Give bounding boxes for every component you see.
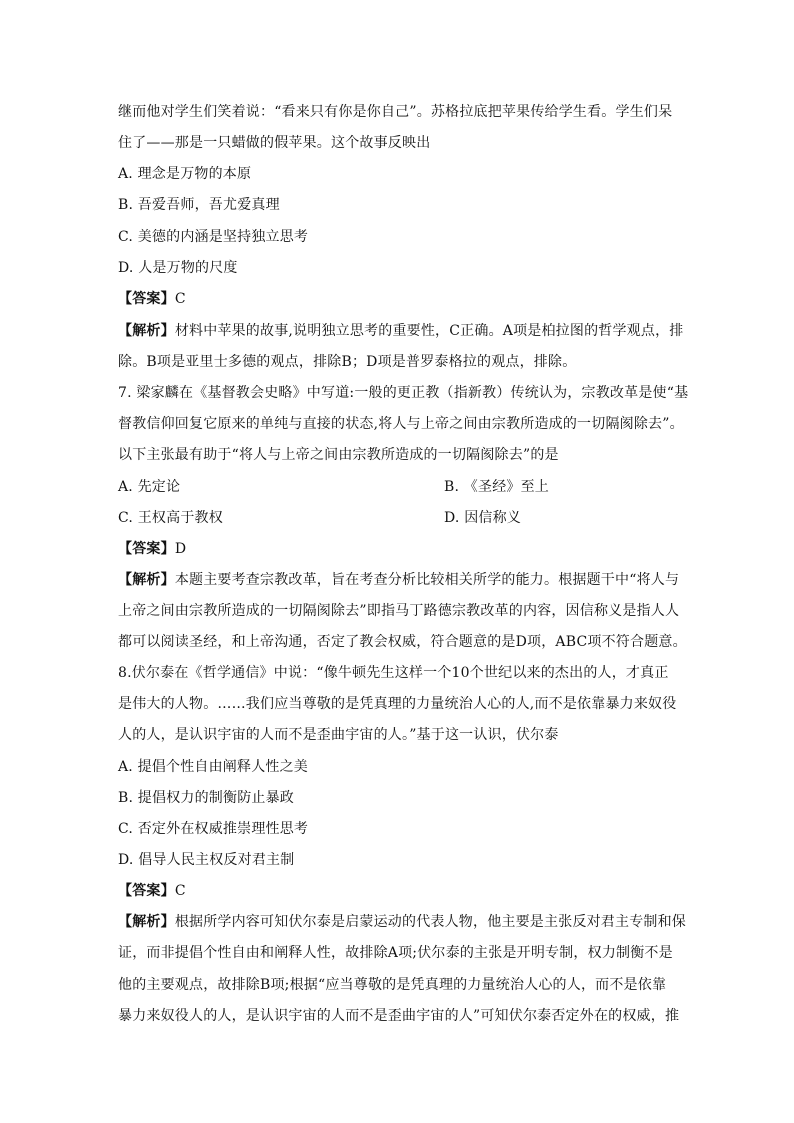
q8-stem-line-3: 人的人，是认识宇宙的人而不是歪曲宇宙的人。”基于这一认识，伏尔泰: [118, 727, 559, 743]
answer-label: 【答案】: [118, 541, 175, 557]
q8-option-d: D. 倡导人民主权反对君主制: [118, 852, 295, 868]
q8-answer: [118, 881, 186, 901]
q7-option-a: A. 先定论: [118, 479, 181, 495]
analysis-label: 【解析】: [118, 323, 175, 339]
answer-value: C: [174, 883, 186, 899]
q6-analysis-line-1: [118, 321, 683, 341]
analysis-label: 【解析】: [118, 572, 175, 588]
q6-stem-line-1: 继而他对学生们笑着说：“看来只有你是你自己”。苏格拉底把苹果传给学生看。学生们呆: [118, 104, 673, 120]
q7-stem-line-1: 7. 梁家麟在《基督教会史略》中写道:一般的更正教（指新教）传统认为，宗教改革是使“基: [118, 385, 689, 401]
q8-analysis-line-3: 他的主要观点，故排除B项;根据“应当尊敬的是凭真理的力量统治人心的人，而不是依靠: [118, 977, 667, 993]
q7-answer: [118, 539, 186, 559]
q6-stem-line-2: 住了——那是一只蜡做的假苹果。这个故事反映出: [118, 135, 431, 151]
analysis-text: 本题主要考查宗教改革，旨在考查分析比较相关所学的能力。根据题干中“将人与: [174, 572, 680, 588]
q8-analysis-line-1: [118, 912, 686, 932]
q7-option-d: D. 因信称义: [444, 510, 522, 526]
q7-option-c: C. 王权高于教权: [118, 510, 223, 526]
answer-label: 【答案】: [118, 883, 175, 899]
q6-answer: [118, 289, 186, 309]
q6-analysis-line-2: 除。B项是亚里士多德的观点，排除B；D项是普罗泰格拉的观点，排除。: [118, 354, 577, 370]
analysis-text: 材料中苹果的故事,说明独立思考的重要性，C正确。A项是柏拉图的哲学观点，排: [174, 323, 684, 339]
q6-option-b: B. 吾爱吾师，吾尤爱真理: [118, 197, 280, 213]
q8-option-a: A. 提倡个性自由阐释人性之美: [118, 759, 309, 775]
q7-option-b: B. 《圣经》至上: [444, 479, 549, 495]
q8-stem-line-2: 是伟大的人物。……我们应当尊敬的是凭真理的力量统治人心的人,而不是依靠暴力来奴役: [118, 696, 677, 712]
q7-stem-line-3: 以下主张最有助于“将人与上帝之间由宗教所造成的一切隔阂除去”的是: [118, 447, 559, 463]
q7-analysis-line-2: 上帝之间由宗教所造成的一切隔阂除去”即指马丁路德宗教改革的内容，因信称义是指人人: [118, 603, 680, 619]
q7-stem-line-2: 督教信仰回复它原来的单纯与直接的状态,将人与上帝之间由宗教所造成的一切隔阂除去”。: [118, 416, 684, 432]
q8-stem-line-1: 8.伏尔泰在《哲学通信》中说：“像牛顿先生这样一个10个世纪以来的杰出的人，才真正: [118, 665, 669, 681]
q6-option-c: C. 美德的内涵是坚持独立思考: [118, 229, 309, 245]
q7-analysis-line-3: 都可以阅读圣经，和上帝沟通，否定了教会权威，符合题意的是D项，ABC项不符合题意。: [118, 634, 687, 650]
answer-label: 【答案】: [118, 291, 175, 307]
q7-analysis-line-1: [118, 570, 679, 590]
answer-value: D: [174, 541, 187, 557]
analysis-label: 【解析】: [118, 914, 175, 930]
q6-option-d: D. 人是万物的尺度: [118, 260, 238, 276]
q6-option-a: A. 理念是万物的本原: [118, 166, 252, 182]
analysis-text: 根据所学内容可知伏尔泰是启蒙运动的代表人物，他主要是主张反对君主专制和保: [174, 914, 687, 930]
q8-option-c: C. 否定外在权威推崇理性思考: [118, 821, 309, 837]
answer-value: C: [174, 291, 186, 307]
q8-option-b: B. 提倡权力的制衡防止暴政: [118, 790, 294, 806]
q8-analysis-line-2: 证，而非提倡个性自由和阐释人性，故排除A项;伏尔泰的主张是开明专制，权力制衡不是: [118, 945, 673, 961]
q8-analysis-line-4: 暴力来奴役人的人，是认识宇宙的人而不是歪曲宇宙的人”可知伏尔泰否定外在的权威，推: [118, 1008, 680, 1024]
